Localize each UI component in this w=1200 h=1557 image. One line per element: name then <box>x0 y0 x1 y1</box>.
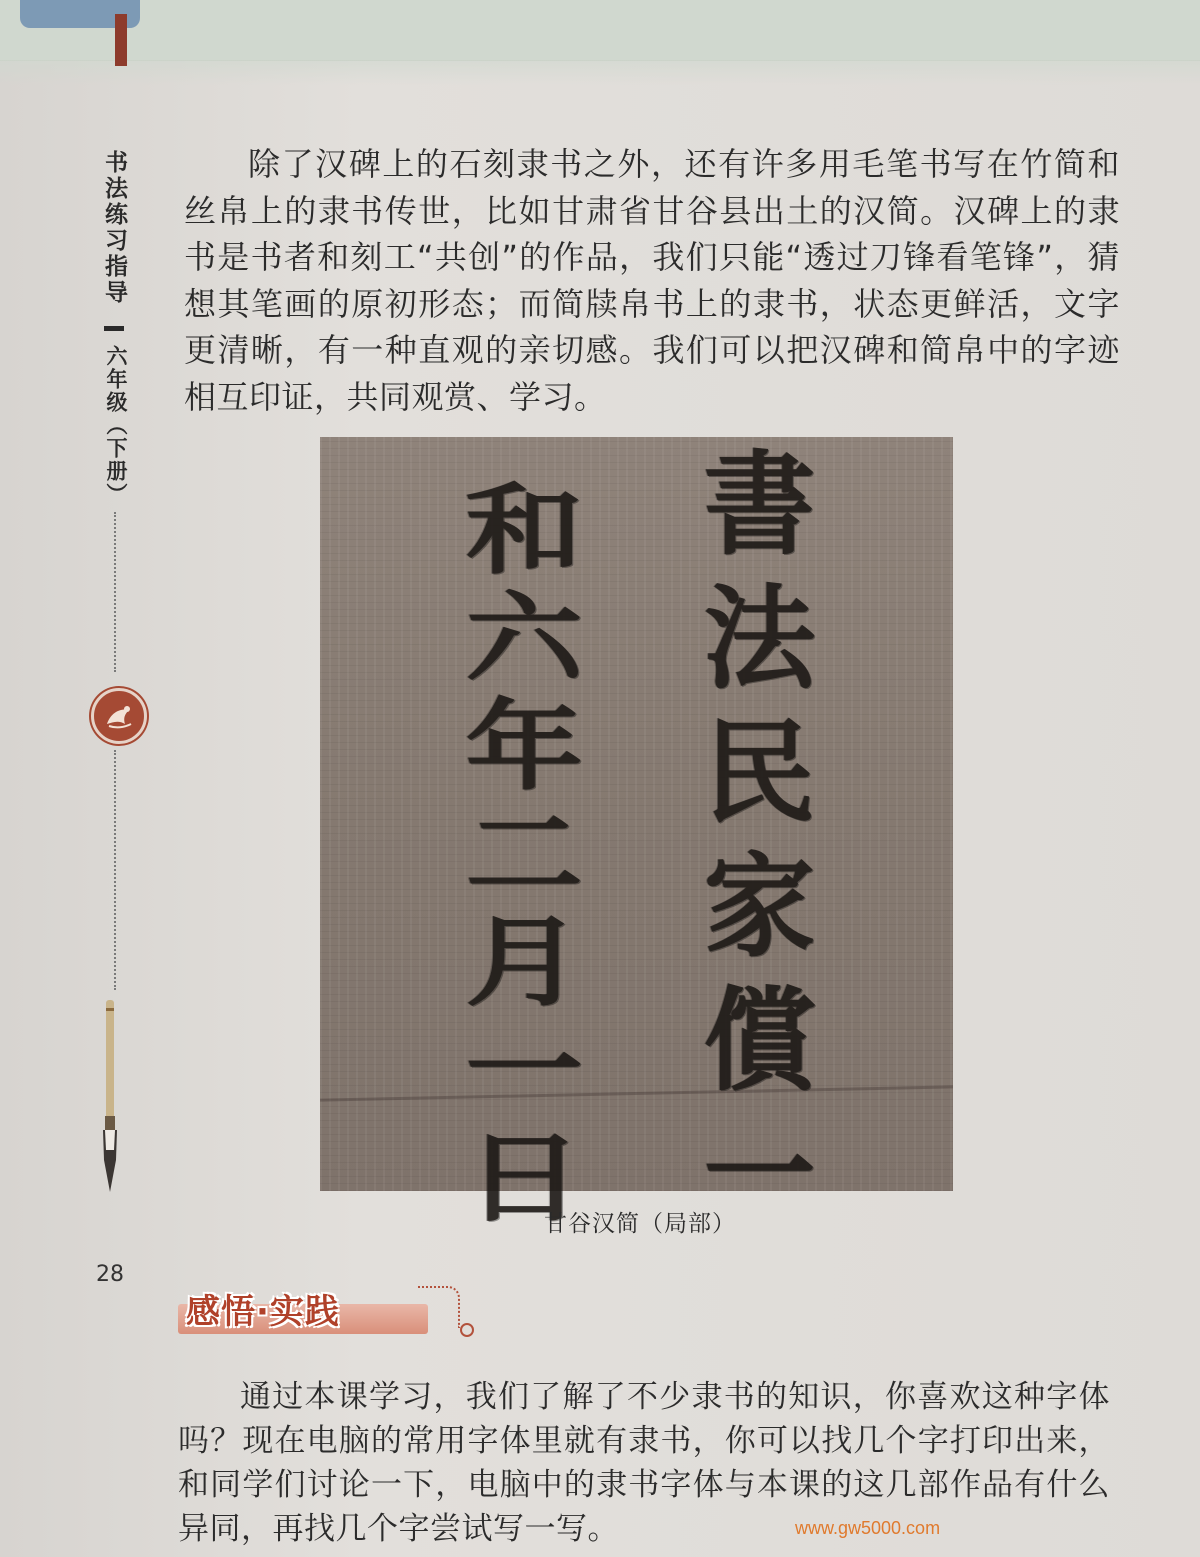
calligraphy-brush-icon <box>95 1000 125 1200</box>
phoenix-emblem-icon <box>91 688 147 744</box>
watermark-text: www.gw5000.com <box>795 1518 941 1538</box>
practice-section-heading <box>178 1280 478 1340</box>
heading-dotted-ornament <box>418 1286 460 1328</box>
figure-caption: 甘谷汉简（局部） <box>544 1211 736 1237</box>
slip-column-right: 書法民家償一 <box>685 445 816 1249</box>
red-bookmark-tab <box>115 14 127 66</box>
title-divider <box>104 326 124 331</box>
slip-column-left: 和六年二月一日 <box>445 478 584 1234</box>
section-title: 感悟·实践 <box>186 1292 340 1332</box>
top-decorative-band <box>0 0 1200 61</box>
margin-dotted-line-upper <box>114 512 116 672</box>
top-band-fade <box>0 55 1200 85</box>
heading-circle-ornament <box>460 1323 474 1337</box>
han-slip-photo <box>320 437 953 1191</box>
page-number: 28 <box>96 1262 124 1287</box>
running-title: 书法练习指导 <box>101 150 127 306</box>
grade-label: 六年级（下册） <box>104 345 128 506</box>
photo-crease <box>320 1085 953 1101</box>
practice-paragraph: 通过本课学习，我们了解了不少隶书的知识，你喜欢这种字体吗？现在电脑的常用字体里就有隶书，你可以找几个字打印出来，和同学们讨论一下，电脑中的隶书字体与本课的这几部作品有什么异同，再找几个字尝试写一写。 <box>178 1379 1110 1547</box>
intro-paragraph: 除了汉碑上的石刻隶书之外，还有许多用毛笔书写在竹简和丝帛上的隶书传世，比如甘肃省甘谷县出土的汉简。汉碑上的隶书是书者和刻工“共创”的作品，我们只能“透过刀锋看笔锋”，猜想其笔画的原初形态；而简牍帛书上的隶书，状态更鲜活，文字更清晰，有一种直观的亲切感。我们可以把汉碑和简帛中的字迹相互印证，共同观赏、学习。 <box>184 145 1120 416</box>
margin-dotted-line-lower <box>114 750 116 990</box>
